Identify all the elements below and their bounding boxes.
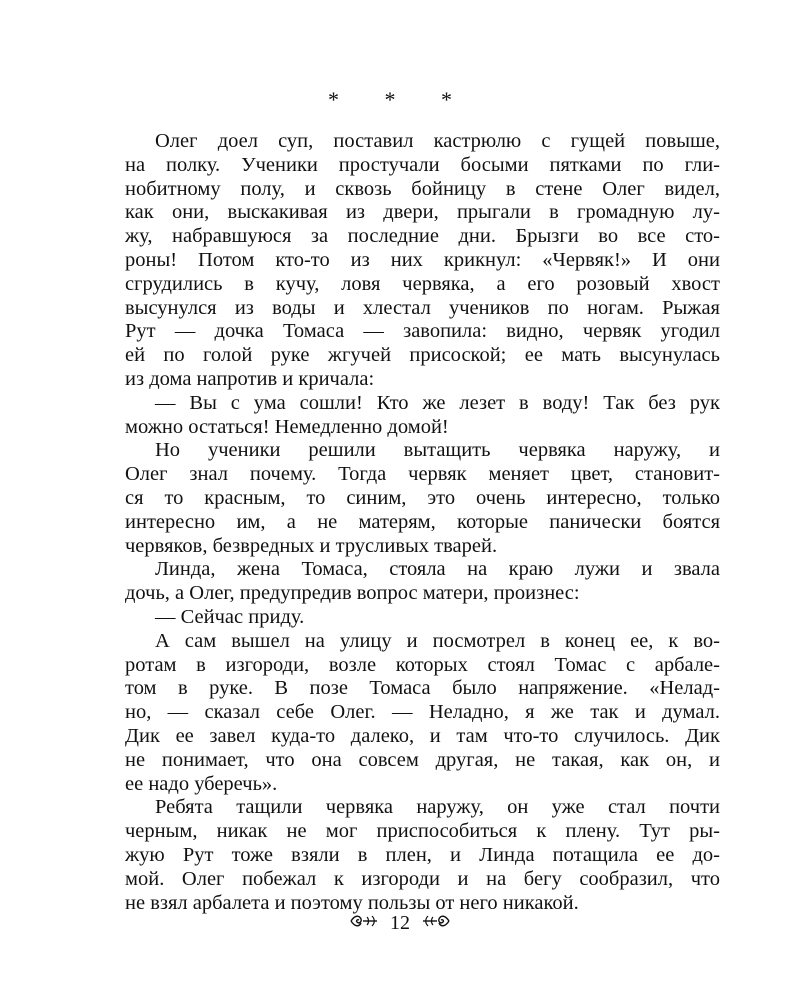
- paragraph: [125, 392, 720, 440]
- text-line: Но ученики решили вытащить червяка наружу, и: [155, 439, 720, 462]
- text-line: высунулся из воды и хлестал учеников по ногам. Рыжая: [125, 296, 720, 319]
- page-number: 12: [390, 912, 410, 935]
- text-line: не понимает, что она совсем другая, не такая, как он, и: [125, 748, 720, 771]
- text-line: А сам вышел на улицу и посмотрел в конец ее, к во-: [155, 629, 720, 652]
- text-line: из дома напротив и кричала:: [125, 367, 375, 390]
- text-line: но, — сказал себе Олег. — Неладно, я же так и думал.: [125, 701, 720, 724]
- paragraph: [125, 796, 720, 915]
- page-footer: [0, 910, 800, 935]
- text-line: роны! Потом кто-то из них крикнул: «Червяк!» И они: [125, 248, 720, 271]
- text-line: можно остаться! Немедленно домой!: [125, 415, 449, 438]
- text-line: черным, никак не мог приспособиться к плену. Тут ры-: [125, 820, 720, 843]
- text-line: ся то красным, то синим, это очень интересно, только: [125, 486, 720, 509]
- text-line: том в руке. В позе Томаса было напряжение. «Нелад-: [125, 677, 720, 700]
- text-line: ей по голой руке жгучей присоской; ее мать высунулась: [125, 344, 720, 367]
- text-line: — Вы с ума сошли! Кто же лезет в воду! Так без рук: [155, 391, 720, 414]
- paragraph: [125, 630, 720, 797]
- section-separator: * * *: [328, 87, 472, 112]
- text-line: Ребята тащили червяка наружу, он уже стал почти: [155, 796, 720, 819]
- text-line: дочь, а Олег, предупредив вопрос матери, произнес:: [125, 582, 580, 605]
- ornament-right-icon: [421, 911, 451, 935]
- ornament-left-icon: [349, 911, 379, 935]
- paragraph: [125, 606, 720, 630]
- text-line: ее надо уберечь».: [125, 772, 278, 795]
- text-line: Олег знал почему. Тогда червяк меняет цвет, становит-: [125, 463, 720, 486]
- text-line: как они, выскакивая из двери, прыгали в громадную лу-: [125, 201, 720, 224]
- text-line: на полку. Ученики простучали босыми пятками по гли-: [125, 153, 720, 176]
- paragraph: [125, 558, 720, 606]
- text-line: червяков, безвредных и трусливых тварей.: [125, 534, 498, 557]
- text-line: Линда, жена Томаса, стояла на краю лужи и звала: [155, 558, 720, 581]
- text-line: Дик ее завел куда-то далеко, и там что-то случилось. Дик: [125, 724, 720, 747]
- text-line: ротам в изгороди, возле которых стоял Томас с арбале-: [125, 653, 720, 676]
- text-line: сгрудились в кучу, ловя червяка, а его розовый хвост: [125, 272, 720, 295]
- text-line: Рут — дочка Томаса — завопила: видно, червяк угодил: [125, 320, 720, 343]
- text-line: интересно им, а не матерям, которые панически боятся: [125, 510, 720, 533]
- paragraph: [125, 130, 720, 392]
- text-line: мой. Олег побежал к изгороди и на бегу сообразил, что: [125, 867, 720, 890]
- text-line: нобитному полу, и сквозь бойницу в стене Олег видел,: [125, 177, 720, 200]
- text-line: — Сейчас приду.: [155, 605, 305, 628]
- text-line: жую Рут тоже взяли в плен, и Линда потащила ее до-: [125, 843, 720, 866]
- text-line: Олег доел суп, поставил кастрюлю с гущей повыше,: [155, 130, 720, 152]
- text-line: не взял арбалета и поэтому пользы от него никакой.: [125, 891, 579, 914]
- text-line: жу, набравшуюся за последние дни. Брызги во все сто-: [125, 225, 720, 248]
- paragraph: [125, 439, 720, 558]
- body-text: [125, 130, 720, 915]
